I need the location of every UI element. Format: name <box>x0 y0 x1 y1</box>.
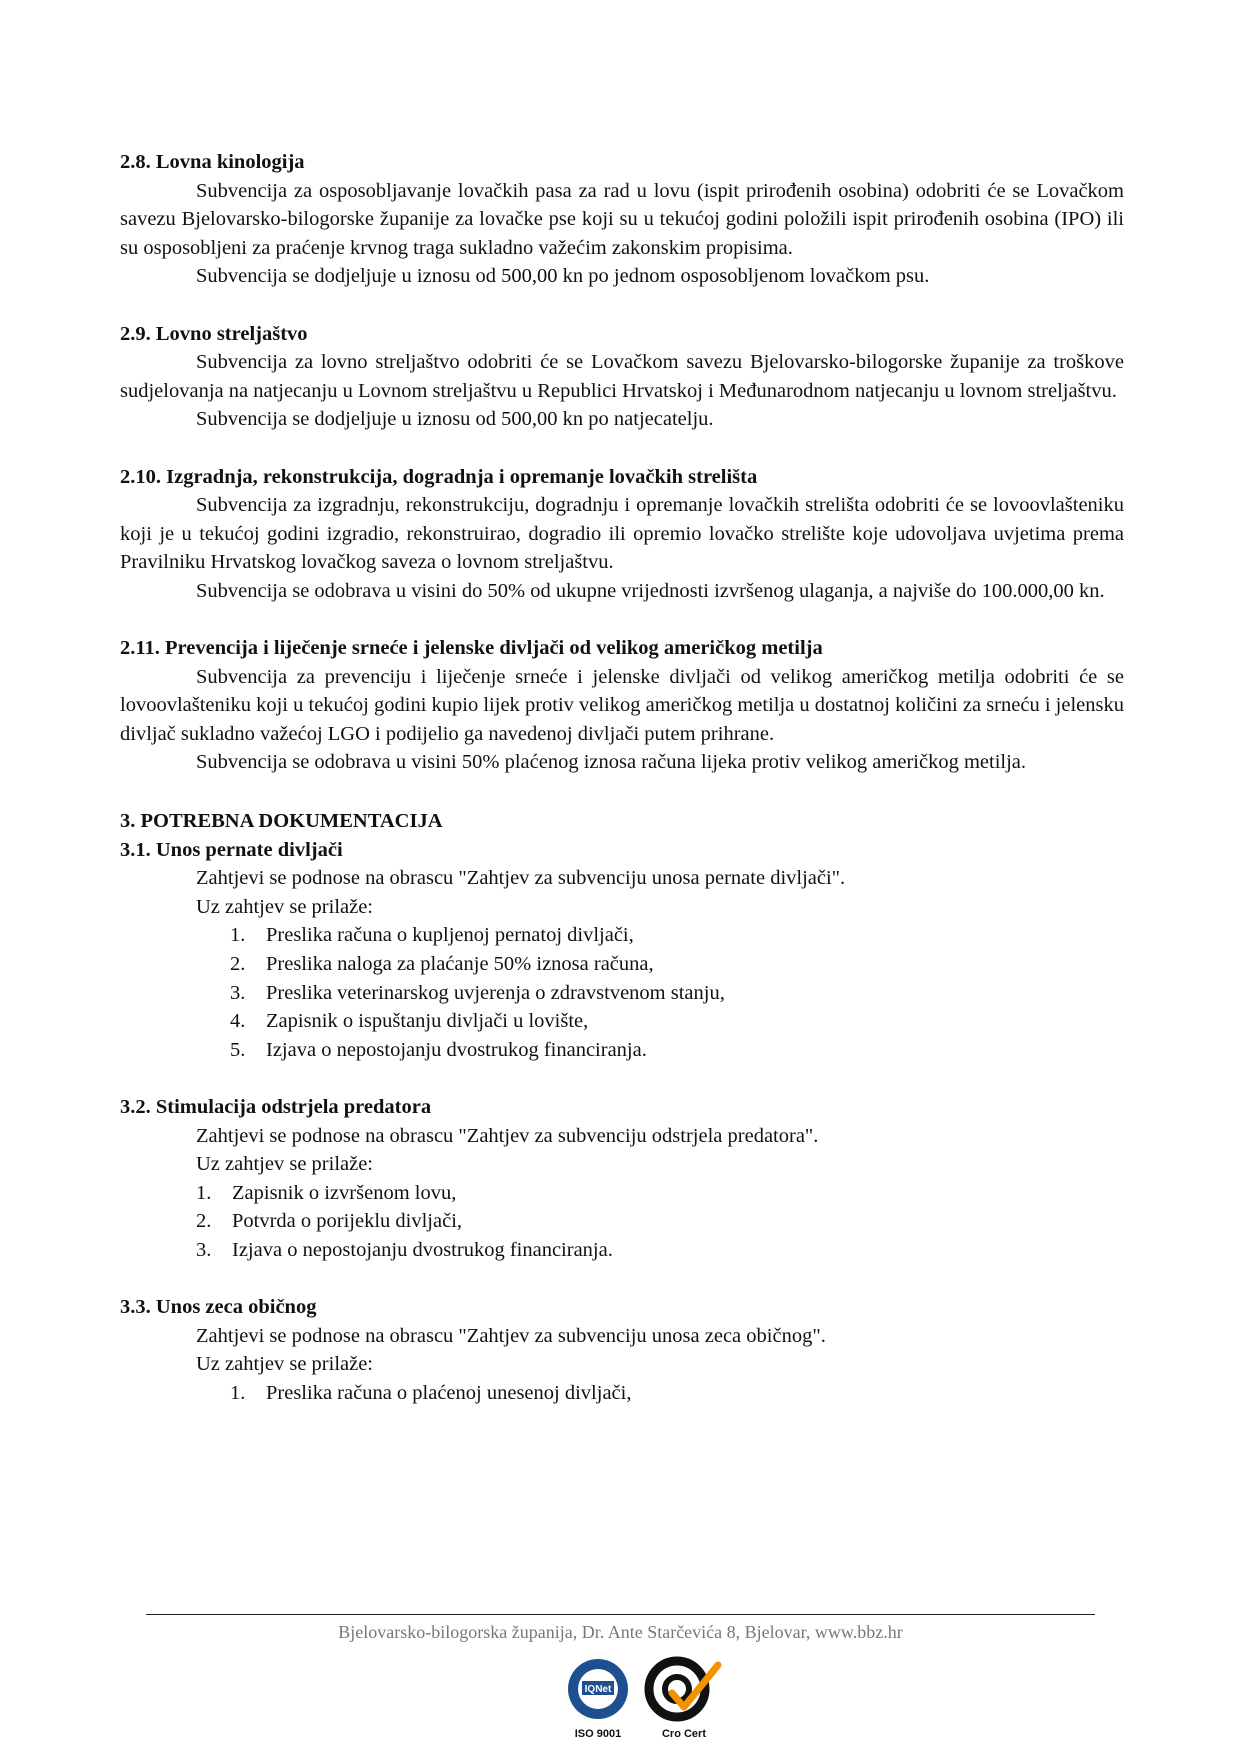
paragraph: Subvencija se dodjeljuje u iznosu od 500,00 kn po jednom osposobljenom lovačkom psu. <box>196 265 930 288</box>
footer-address: Bjelovarsko-bilogorska županija, Dr. Ante Starčevića 8, Bjelovar, www.bbz.hr <box>338 1622 903 1642</box>
attachment-list <box>120 921 1124 1064</box>
section-heading: 2.10. Izgradnja, rekonstrukcija, dogradnja i opremanje lovačkih strelišta <box>120 465 758 488</box>
list-item: 4. Zapisnik o ispuštanju divljači u lovište, <box>230 1010 589 1033</box>
paragraph: Zahtjevi se podnose na obrascu "Zahtjev za subvenciju unosa zeca običnog". <box>196 1324 826 1347</box>
paragraph: Subvencija se odobrava u visini 50% plaćenog iznosa računa lijeka protiv velikog američkog metilja. <box>196 751 1026 774</box>
cro-cert-logo <box>649 1661 718 1740</box>
paragraph: Uz zahtjev se prilaže: <box>196 1153 374 1176</box>
footer-divider <box>146 1614 1095 1615</box>
certification-logos <box>560 1655 760 1745</box>
paragraph: Zahtjevi se podnose na obrascu "Zahtjev za subvenciju unosa pernate divljači". <box>196 867 846 890</box>
paragraph: Subvencija za prevenciju i liječenje srneće i jelenske divljači od velikog američkog metilja odobriti će se lovoovlašteniku koji u tekućoj godini kupio lijek protiv velikog američkog metilja u dostatnoj količini za srneću i jelensku divljač sukladno važećoj LGO i podijelio ga navedenoj divljači putem prihrane. <box>120 665 1124 745</box>
list-item: 2. Potvrda o porijeklu divljači, <box>196 1210 463 1233</box>
section-heading: 3.1. Unos pernate divljači <box>120 838 343 861</box>
section-heading: 2.8. Lovna kinologija <box>120 151 305 173</box>
paragraph: Subvencija za osposobljavanje lovačkih pasa za rad u lovu (ispit prirođenih osobina) odobriti će se Lovačkom savezu Bjelovarsko-bilogorske županije za lovačke pse koji su u tekućoj godini položili ispit prirođenih osobina (IPO) ili su osposobljeni za praćenje krvnog traga sukladno važećim zakonskim propisima. <box>120 179 1124 259</box>
section-heading: 2.11. Prevencija i liječenje srneće i jelenske divljači od velikog američkog metilja <box>120 637 823 660</box>
paragraph: Subvencija se odobrava u visini do 50% od ukupne vrijednosti izvršenog ulaganja, a najviše do 100.000,00 kn. <box>196 579 1105 602</box>
list-item: 3. Preslika veterinarskog uvjerenja o zdravstvenom stanju, <box>230 981 725 1004</box>
paragraph: Zahtjevi se podnose na obrascu "Zahtjev za subvenciju odstrjela predatora". <box>196 1124 819 1147</box>
iso-9001-logo <box>568 1659 628 1740</box>
paragraph: Uz zahtjev se prilaže: <box>196 1353 374 1376</box>
list-item: 1. Zapisnik o izvršenom lovu, <box>196 1181 457 1204</box>
list-item: 5. Izjava o nepostojanju dvostrukog financiranja. <box>230 1038 647 1061</box>
paragraph: Uz zahtjev se prilaže: <box>196 895 374 918</box>
paragraph: Subvencija za lovno streljaštvo odobriti će se Lovačkom savezu Bjelovarsko-bilogorske županije za troškove sudjelovanja na natjecanju u Lovnom streljaštvu u Republici Hrvatskoj i Međunarodnom natjecanju u lovnom streljaštvu. <box>120 351 1124 402</box>
svg-text:Cro Cert: Cro Cert <box>661 1728 707 1740</box>
attachment-list <box>120 1179 1124 1265</box>
paragraph: Subvencija se dodjeljuje u iznosu od 500,00 kn po natjecatelju. <box>196 408 714 431</box>
list-item: 1. Preslika računa o plaćenoj unesenoj divljači, <box>230 1381 632 1404</box>
section-heading: 2.9. Lovno streljaštvo <box>120 322 308 345</box>
document-body <box>120 148 1124 1408</box>
list-item: 1. Preslika računa o kupljenoj pernatoj divljači, <box>230 924 634 947</box>
section-heading: 3.2. Stimulacija odstrjela predatora <box>120 1096 432 1118</box>
chapter-heading: 3. POTREBNA DOKUMENTACIJA <box>120 810 443 833</box>
list-item: 2. Preslika naloga za plaćanje 50% iznosa računa, <box>230 953 654 976</box>
section-heading: 3.3. Unos zeca običnog <box>120 1296 317 1319</box>
svg-text:IQNet: IQNet <box>584 1684 612 1695</box>
svg-text:ISO 9001: ISO 9001 <box>574 1728 622 1740</box>
list-item: 3. Izjava o nepostojanju dvostrukog financiranja. <box>196 1238 613 1261</box>
paragraph: Subvencija za izgradnju, rekonstrukciju, dogradnju i opremanje lovačkih strelišta odobriti će se lovoovlašteniku koji je u tekućoj godini izgradio, rekonstruirao, dogradio ili opremio lovačko strelište koje udovoljava uvjetima prema Pravilniku Hrvatskog lovačkog saveza o lovnom streljaštvu. <box>120 494 1124 574</box>
attachment-list <box>120 1379 1124 1408</box>
